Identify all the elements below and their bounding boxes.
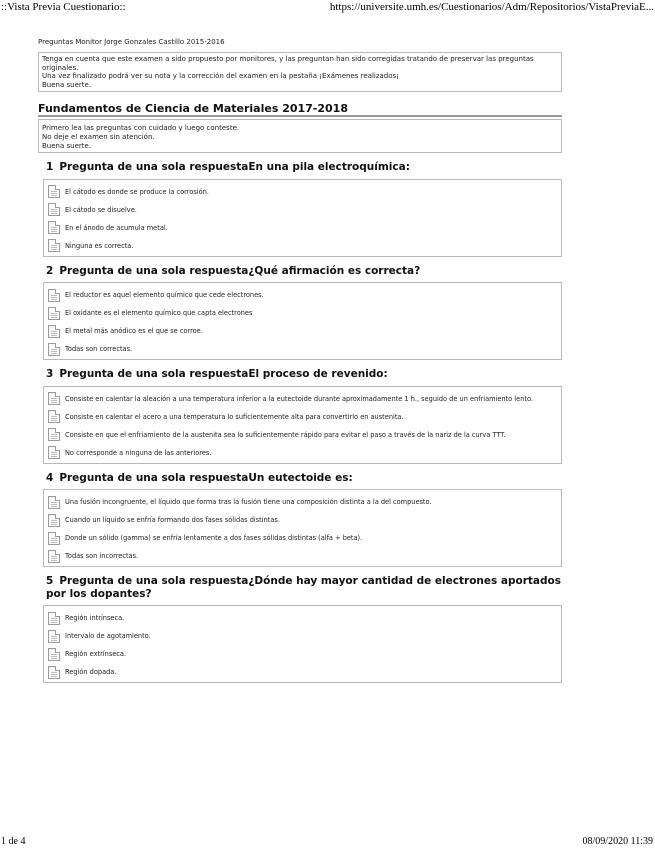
answer-text: Región dopada.	[65, 668, 117, 677]
answer-text: No corresponde a ninguna de las anteriores.	[65, 448, 212, 457]
instructions-box	[38, 119, 562, 153]
answer-text: Donde un sólido (gamma) se enfría lentamente a dos fases sólidas distintas (alfa + beta).	[65, 534, 363, 543]
answer-option[interactable]	[48, 237, 557, 255]
document-icon	[48, 325, 60, 338]
print-timestamp: 08/09/2020 11:39	[582, 836, 653, 847]
question-title	[46, 161, 562, 174]
answer-option[interactable]	[48, 493, 557, 511]
answer-text: Ninguna es correcta.	[65, 241, 134, 250]
print-header-title: ::Vista Previa Cuestionario::	[1, 1, 126, 13]
document-icon	[48, 550, 60, 563]
answer-option[interactable]	[48, 547, 557, 565]
answer-option[interactable]	[48, 183, 557, 201]
question-title	[46, 265, 562, 278]
answer-text: Consiste en que el enfriamiento de la austenita sea lo suficientemente rápido para evitar el paso a través de la nariz de la curva TTT.	[65, 430, 506, 439]
document-icon	[48, 392, 60, 405]
answer-text: Una fusión incongruente, el líquido que forma tras la fusión tiene una composición distinta a la del compuesto.	[65, 498, 432, 507]
question-text: Pregunta de una sola respuestaUn eutectoide es:	[59, 471, 353, 484]
answer-list	[43, 282, 562, 360]
document-icon	[48, 203, 60, 216]
print-header	[0, 0, 655, 16]
question-text: Pregunta de una sola respuestaEl proceso de revenido:	[59, 368, 388, 381]
answer-text: El oxidante es el elemento químico que capta electrones	[65, 309, 253, 318]
info-box	[38, 52, 562, 92]
page-count: 1 de 4	[1, 836, 26, 847]
question-2	[38, 265, 562, 361]
info-line: Tenga en cuenta que este examen a sido propuesto por monitores, y las preguntan han sido corregidas tratando de preservar las preguntas originales.	[42, 55, 534, 72]
answer-text: Cuando un líquido se enfría formando dos fases sólidas distintas.	[65, 516, 280, 525]
document-icon	[48, 514, 60, 527]
question-number: 2	[46, 264, 54, 277]
print-footer	[0, 836, 655, 848]
answer-option[interactable]	[48, 408, 557, 426]
answer-list	[43, 179, 562, 257]
answer-option[interactable]	[48, 340, 557, 358]
instruction-line: No deje el examen sin atención.	[42, 132, 155, 141]
info-line: Buena suerte.	[42, 80, 92, 89]
answer-option[interactable]	[48, 529, 557, 547]
question-text: Pregunta de una sola respuesta¿Dónde hay mayor cantidad de electrones aportados por los dopantes?	[46, 575, 561, 600]
question-number: 1	[46, 161, 54, 174]
answer-option[interactable]	[48, 286, 557, 304]
question-5	[38, 575, 562, 683]
answer-text: El reductor es aquel elemento químico que cede electrones.	[65, 291, 264, 300]
question-title	[46, 368, 562, 381]
answer-option[interactable]	[48, 219, 557, 237]
question-text: Pregunta de una sola respuesta¿Qué afirmación es correcta?	[59, 264, 421, 277]
document-icon	[48, 307, 60, 320]
answer-option[interactable]	[48, 426, 557, 444]
answer-text: Consiste en calentar la aleación a una temperatura inferior a la eutectoide durante aproximadamente 1 h., seguido de un enfriamiento lento.	[65, 394, 533, 403]
answer-option[interactable]	[48, 444, 557, 462]
instruction-line: Buena suerte.	[42, 141, 92, 150]
answer-list	[43, 489, 562, 567]
question-4	[38, 472, 562, 568]
question-3	[38, 368, 562, 464]
answer-text: Región intrínseca.	[65, 614, 125, 623]
question-title	[46, 575, 562, 600]
answer-text: El cátodo es donde se produce la corrosión.	[65, 187, 209, 196]
print-header-url: https://universite.umh.es/Cuestionarios/Adm/Repositorios/VistaPreviaE...	[329, 1, 654, 13]
answer-option[interactable]	[48, 645, 557, 663]
instruction-line: Primero lea las preguntas con cuidado y luego conteste.	[42, 124, 240, 133]
answer-option[interactable]	[48, 609, 557, 627]
answer-list	[43, 605, 562, 683]
document-icon	[48, 343, 60, 356]
answer-option[interactable]	[48, 511, 557, 529]
question-text: Pregunta de una sola respuestaEn una pila electroquímica:	[59, 161, 410, 174]
question-title	[46, 472, 562, 485]
document-icon	[48, 239, 60, 252]
question-1	[38, 161, 562, 257]
document-icon	[48, 410, 60, 423]
document-icon	[48, 630, 60, 643]
document-icon	[48, 648, 60, 661]
exam-title: Fundamentos de Ciencia de Materiales 2017-2018	[38, 102, 562, 117]
answer-text: Consiste en calentar el acero a una temperatura lo suficientemente alta para convertirlo en austenita.	[65, 412, 404, 421]
answer-list	[43, 386, 562, 464]
question-number: 3	[46, 368, 54, 381]
document-icon	[48, 185, 60, 198]
document-icon	[48, 666, 60, 679]
quiz-preview	[38, 38, 562, 683]
document-icon	[48, 428, 60, 441]
answer-text: Todas son incorrectas.	[65, 552, 139, 561]
answer-text: El metal más anódico es el que se corroe.	[65, 327, 203, 336]
info-line: Una vez finalizado podrá ver su nota y la corrección del examen en la pestaña ¡Exámenes realizados¡	[42, 72, 399, 81]
document-icon	[48, 532, 60, 545]
answer-text: En el ánodo de acumula metal.	[65, 223, 168, 232]
document-icon	[48, 446, 60, 459]
answer-text: Intervalo de agotamiento.	[65, 632, 151, 641]
answer-option[interactable]	[48, 322, 557, 340]
answer-text: Todas son correctas.	[65, 345, 133, 354]
answer-text: Región extrínseca.	[65, 650, 127, 659]
document-icon	[48, 612, 60, 625]
answer-option[interactable]	[48, 390, 557, 408]
answer-option[interactable]	[48, 627, 557, 645]
document-icon	[48, 289, 60, 302]
document-icon	[48, 496, 60, 509]
question-number: 4	[46, 471, 54, 484]
answer-option[interactable]	[48, 201, 557, 219]
answer-option[interactable]	[48, 304, 557, 322]
question-number: 5	[46, 575, 54, 588]
document-icon	[48, 221, 60, 234]
answer-text: El cátodo se disuelve.	[65, 205, 137, 214]
quiz-meta: Preguntas Monitor Jorge Gonzales Castillo 2015-2016	[38, 38, 225, 46]
answer-option[interactable]	[48, 663, 557, 681]
